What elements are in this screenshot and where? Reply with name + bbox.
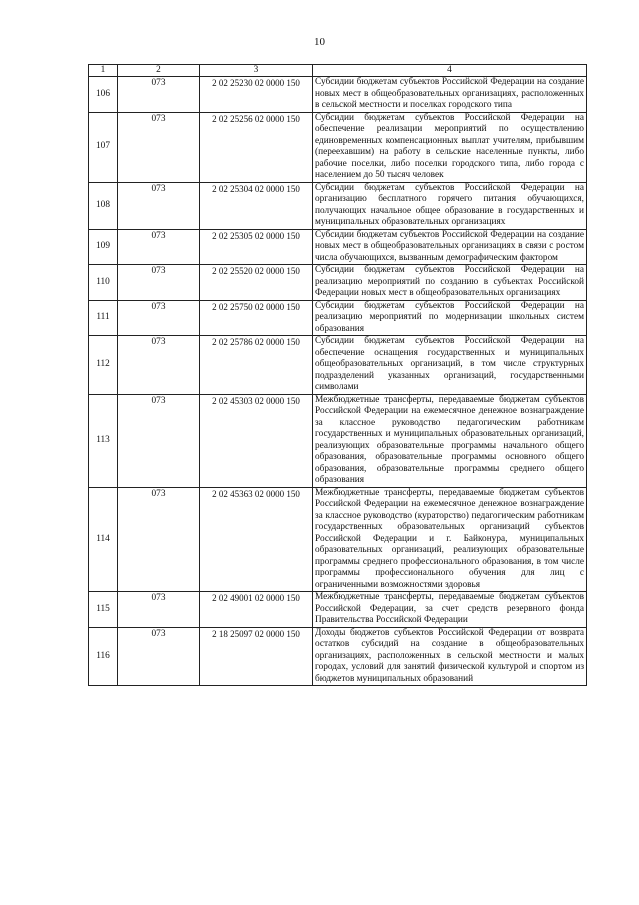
revenue-classification-code: 2 02 25256 02 0000 150 bbox=[200, 112, 313, 182]
revenue-description: Субсидии бюджетам субъектов Российской Федерации на создание новых мест в общеобразовательных организациях в связи с ростом числа обучающихся, вызванным демографическим фактором bbox=[313, 229, 587, 265]
administrator-code: 073 bbox=[118, 394, 200, 487]
table-row bbox=[89, 229, 587, 265]
table-row bbox=[89, 627, 587, 686]
revenue-description: Межбюджетные трансферты, передаваемые бюджетам субъектов Российской Федерации, за счет средств резервного фонда Правительства Российской Федерации bbox=[313, 592, 587, 628]
row-number: 111 bbox=[89, 300, 118, 336]
administrator-code: 073 bbox=[118, 265, 200, 301]
administrator-code: 073 bbox=[118, 627, 200, 686]
table-row bbox=[89, 300, 587, 336]
table-header bbox=[89, 65, 587, 77]
column-header-1: 1 bbox=[89, 65, 118, 77]
column-header-3: 3 bbox=[200, 65, 313, 77]
revenue-description: Доходы бюджетов субъектов Российской Федерации от возврата остатков субсидий на создание в общеобразовательных организациях, расположенных в сельской местности и малых городах, условий для занятий физической культурой и спортом из бюджетов муниципальных образований bbox=[313, 627, 587, 686]
administrator-code: 073 bbox=[118, 182, 200, 229]
revenue-classification-code: 2 02 25304 02 0000 150 bbox=[200, 182, 313, 229]
row-number: 110 bbox=[89, 265, 118, 301]
administrator-code: 073 bbox=[118, 592, 200, 628]
row-number: 113 bbox=[89, 394, 118, 487]
revenue-description: Субсидии бюджетам субъектов Российской Федерации на организацию бесплатного горячего питания обучающихся, получающих начальное общее образование в государственных и муниципальных образовательных организациях bbox=[313, 182, 587, 229]
administrator-code: 073 bbox=[118, 336, 200, 395]
revenue-classification-code: 2 02 45363 02 0000 150 bbox=[200, 487, 313, 592]
revenue-description: Субсидии бюджетам субъектов Российской Федерации на создание новых мест в общеобразовательных организациях, расположенных в сельской местности и поселках городского типа bbox=[313, 77, 587, 113]
table-row bbox=[89, 265, 587, 301]
revenue-classification-code: 2 02 25520 02 0000 150 bbox=[200, 265, 313, 301]
revenue-classification-code: 2 02 45303 02 0000 150 bbox=[200, 394, 313, 487]
budget-classification-table bbox=[88, 64, 587, 686]
administrator-code: 073 bbox=[118, 112, 200, 182]
row-number: 116 bbox=[89, 627, 118, 686]
page-number: 10 bbox=[314, 36, 325, 48]
revenue-description: Межбюджетные трансферты, передаваемые бюджетам субъектов Российской Федерации на ежемесячное денежное вознаграждение за классное руководство педагогическим работникам государственных и муниципальных образовательных организаций, реализующих образовательные программы начального общего образования, образовательные программы основного общего образования, образовательные программы среднего общего образования bbox=[313, 394, 587, 487]
administrator-code: 073 bbox=[118, 487, 200, 592]
row-number: 109 bbox=[89, 229, 118, 265]
row-number: 108 bbox=[89, 182, 118, 229]
table-row bbox=[89, 77, 587, 113]
revenue-classification-code: 2 02 49001 02 0000 150 bbox=[200, 592, 313, 628]
administrator-code: 073 bbox=[118, 77, 200, 113]
column-header-2: 2 bbox=[118, 65, 200, 77]
revenue-description: Субсидии бюджетам субъектов Российской Федерации на реализацию мероприятий по созданию в субъектах Российской Федерации новых мест в общеобразовательных организациях bbox=[313, 265, 587, 301]
revenue-classification-code: 2 02 25786 02 0000 150 bbox=[200, 336, 313, 395]
revenue-description: Субсидии бюджетам субъектов Российской Федерации на обеспечение реализации мероприятий по осуществлению единовременных компенсационных выплат учителям, прибывшим (переехавшим) на работу в сельские населенные пункты, либо рабочие поселки, либо поселки городского типа, либо города с населением до 50 тысяч человек bbox=[313, 112, 587, 182]
revenue-classification-code: 2 02 25750 02 0000 150 bbox=[200, 300, 313, 336]
revenue-description: Субсидии бюджетам субъектов Российской Федерации на реализацию мероприятий по модернизации школьных систем образования bbox=[313, 300, 587, 336]
table-row bbox=[89, 592, 587, 628]
revenue-classification-code: 2 02 25230 02 0000 150 bbox=[200, 77, 313, 113]
revenue-description: Межбюджетные трансферты, передаваемые бюджетам субъектов Российской Федерации на ежемесячное денежное вознаграждение за классное руководство (кураторство) педагогическим работникам государственных образовательных организаций субъектов Российской Федерации и г. Байконура, муниципальных образовательных организаций, реализующих образовательные программы среднего профессионального образования, в том числе программы профессионального обучения для лиц с ограниченными возможностями здоровья bbox=[313, 487, 587, 592]
administrator-code: 073 bbox=[118, 229, 200, 265]
row-number: 115 bbox=[89, 592, 118, 628]
row-number: 112 bbox=[89, 336, 118, 395]
row-number: 114 bbox=[89, 487, 118, 592]
row-number: 107 bbox=[89, 112, 118, 182]
table-row bbox=[89, 112, 587, 182]
table-row bbox=[89, 487, 587, 592]
row-number: 106 bbox=[89, 77, 118, 113]
revenue-classification-code: 2 18 25097 02 0000 150 bbox=[200, 627, 313, 686]
table-row bbox=[89, 336, 587, 395]
table-row bbox=[89, 182, 587, 229]
revenue-description: Субсидии бюджетам субъектов Российской Федерации на обеспечение оснащения государственных и муниципальных общеобразовательных организаций, в том числе структурных подразделений указанных организаций, государственными символами bbox=[313, 336, 587, 395]
revenue-classification-code: 2 02 25305 02 0000 150 bbox=[200, 229, 313, 265]
table-row bbox=[89, 394, 587, 487]
administrator-code: 073 bbox=[118, 300, 200, 336]
column-header-4: 4 bbox=[313, 65, 587, 77]
